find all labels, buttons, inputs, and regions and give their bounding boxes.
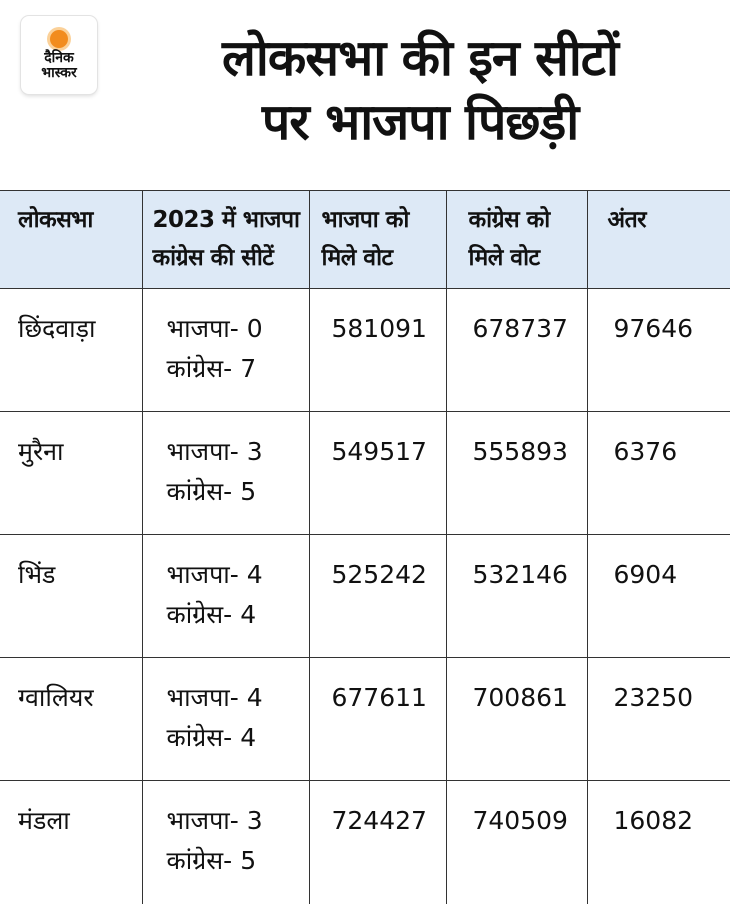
constituency-name: छिंदवाड़ा <box>0 289 142 412</box>
header-text: मिले वोट <box>321 245 393 271</box>
inc-seat-label: कांग्रेस- <box>166 846 233 875</box>
header-text: कांग्रेस को <box>468 207 550 233</box>
bjp-votes: 677611 <box>309 658 446 781</box>
bjp-seat-label: भाजपा- <box>166 560 239 589</box>
vote-difference: 97646 <box>587 289 730 412</box>
table-row <box>0 535 730 658</box>
sun-icon <box>50 30 68 48</box>
table-row <box>0 289 730 412</box>
inc-votes: 700861 <box>446 658 587 781</box>
bjp-seat-label: भाजपा- <box>166 314 239 343</box>
header-text: 2023 में भाजपा <box>152 207 300 233</box>
inc-seat-count: 4 <box>240 723 257 752</box>
bjp-seat-label: भाजपा- <box>166 806 239 835</box>
header-bjp-votes <box>309 191 446 289</box>
inc-seat-label: कांग्रेस- <box>166 600 233 629</box>
bjp-votes: 525242 <box>309 535 446 658</box>
assembly-seats <box>142 658 309 781</box>
constituency-name: मंडला <box>0 781 142 904</box>
vote-difference: 6376 <box>587 412 730 535</box>
header-text: अंतर <box>607 207 647 233</box>
results-table <box>0 190 730 904</box>
inc-seat-count: 7 <box>240 354 257 383</box>
logo-text-line1: दैनिक <box>44 49 74 66</box>
inc-seat-label: कांग्रेस- <box>166 477 233 506</box>
vote-difference: 23250 <box>587 658 730 781</box>
bjp-seat-count: 3 <box>246 437 263 466</box>
header-text: लोकसभा <box>18 207 93 233</box>
bjp-seat-count: 0 <box>246 314 263 343</box>
header-text: कांग्रेस की सीटें <box>152 245 274 271</box>
vote-difference: 16082 <box>613 806 694 835</box>
inc-votes: 532146 <box>446 535 587 658</box>
assembly-seats <box>142 781 309 904</box>
inc-votes: 555893 <box>446 412 587 535</box>
bjp-seat-count: 4 <box>246 560 263 589</box>
page-title <box>110 26 730 154</box>
logo-text-line2: भास्कर <box>41 64 77 81</box>
inc-seat-count: 5 <box>240 846 257 875</box>
table-row <box>0 781 730 904</box>
bjp-votes: 581091 <box>309 289 446 412</box>
vote-difference: 6904 <box>587 535 730 658</box>
table-row <box>0 412 730 535</box>
header-inc-votes <box>446 191 587 289</box>
header-text: भाजपा को <box>321 207 409 233</box>
header-2023-seats <box>142 191 309 289</box>
inc-seat-count: 5 <box>240 477 257 506</box>
inc-seat-label: कांग्रेस- <box>166 723 233 752</box>
table-row <box>0 658 730 781</box>
dainik-bhaskar-logo <box>21 16 97 94</box>
header-text: मिले वोट <box>468 245 540 271</box>
inc-votes: 678737 <box>446 289 587 412</box>
title-line1: लोकसभा की इन सीटों <box>222 29 618 87</box>
assembly-seats <box>142 412 309 535</box>
bjp-votes: 724427 <box>309 781 446 904</box>
bjp-seat-count: 3 <box>246 806 263 835</box>
inc-seat-count: 4 <box>240 600 257 629</box>
constituency-name: भिंड <box>0 535 142 658</box>
table-header-row <box>0 191 730 289</box>
constituency-name: मुरैना <box>0 412 142 535</box>
bjp-seat-count: 4 <box>246 683 263 712</box>
bjp-votes: 549517 <box>309 412 446 535</box>
constituency-name: ग्वालियर <box>0 658 142 781</box>
header-difference <box>587 191 730 289</box>
assembly-seats <box>142 289 309 412</box>
inc-seat-label: कांग्रेस- <box>166 354 233 383</box>
title-line2: पर भाजपा पिछड़ी <box>261 93 579 151</box>
header-loksabha <box>0 191 142 289</box>
bjp-seat-label: भाजपा- <box>166 437 239 466</box>
inc-votes: 740509 <box>446 781 587 904</box>
bjp-seat-label: भाजपा- <box>166 683 239 712</box>
assembly-seats <box>142 535 309 658</box>
